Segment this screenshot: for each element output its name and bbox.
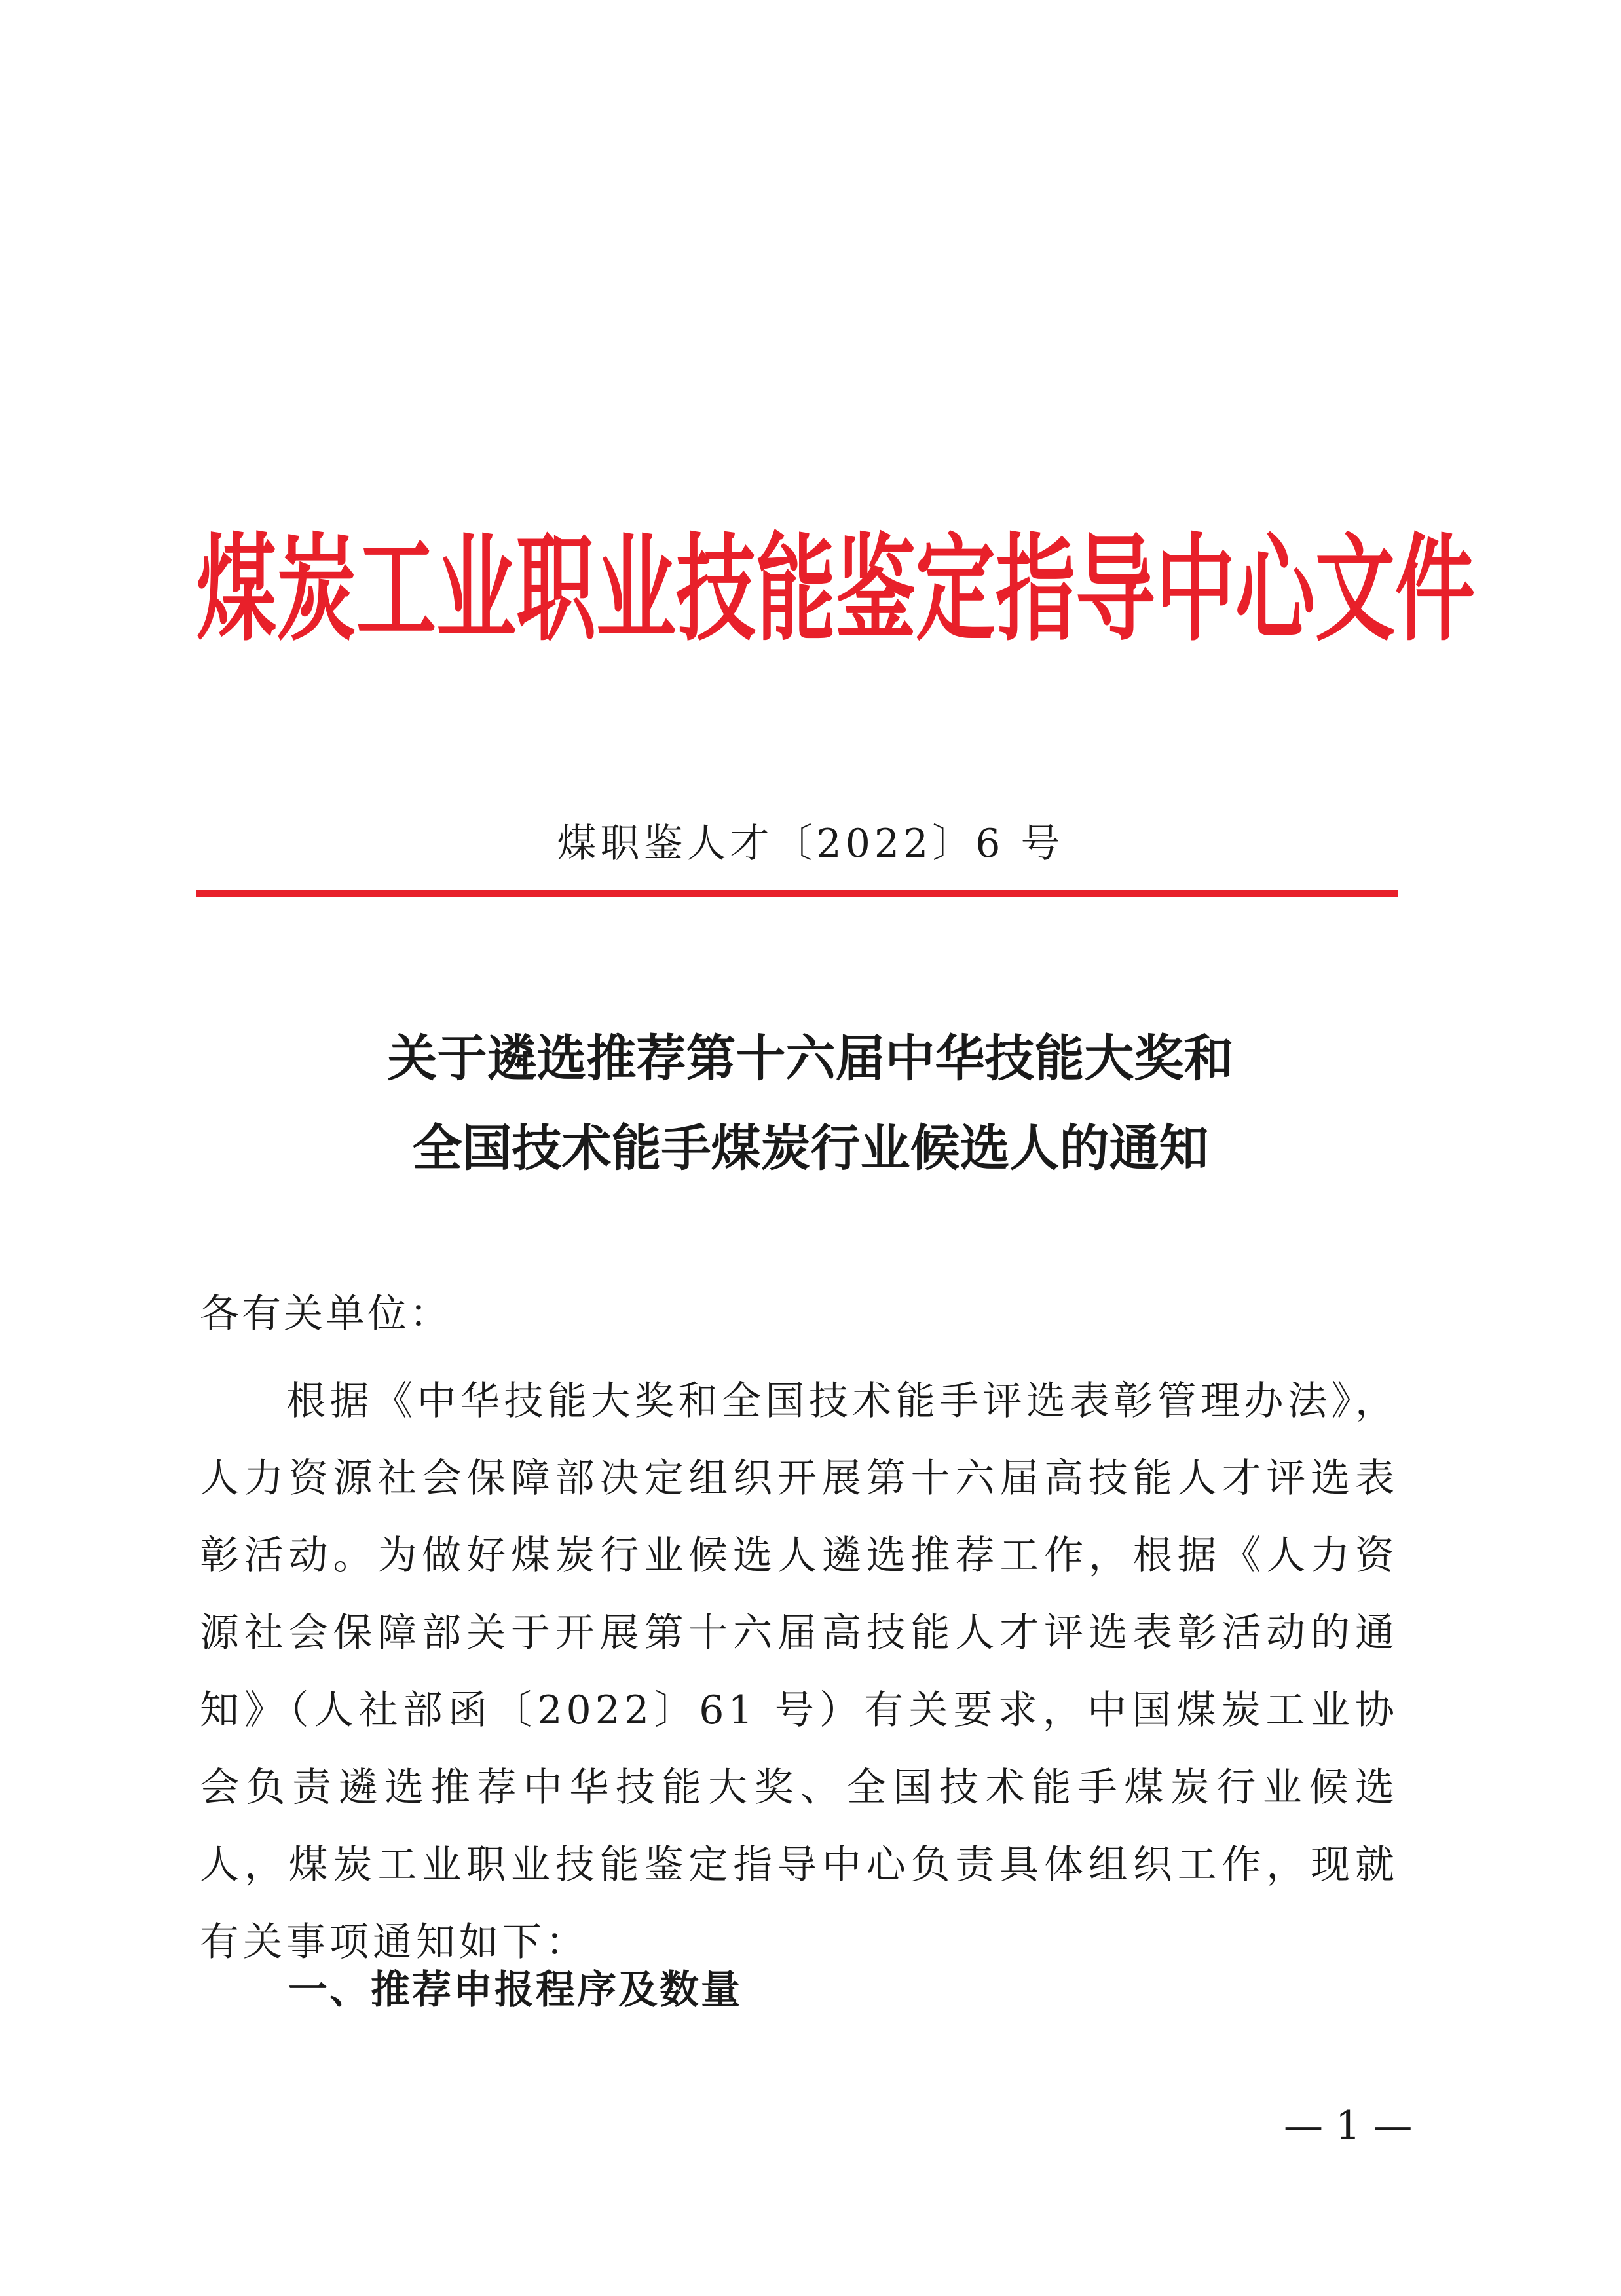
notice-title-line-2: 全国技术能手煤炭行业候选人的通知 <box>412 1119 1209 1177</box>
page-number: — 1 — <box>1284 2103 1413 2149</box>
salutation: 各有关单位： <box>200 1291 451 1337</box>
body-paragraph-1: 根据《中华技能大奖和全国技术能手评选表彰管理办法》，人力资源社会保障部决定组织开展第十六届高技能人才评选表彰活动。为做好煤炭行业候选人遴选推荐工作，根据《人力资源社会保障部关于开展第十六届高技能人才评选表彰活动的通知》（人社部函〔2022〕61 号）有关要求，中国煤炭工业协会负责遴选推荐中华技能大奖、全国技术能手煤炭行业候选人，煤炭工业职业技能鉴定指导中心负责具体组织工作，现就有关事项通知如下： <box>200 1378 1398 1965</box>
section-heading-1: 一、推荐申报程序及数量 <box>288 1967 742 2013</box>
document-number: 煤职鉴人才〔2022〕6 号 <box>557 821 1064 867</box>
red-divider-line <box>196 890 1398 897</box>
masthead-title: 煤炭工业职业技能鉴定指导中心文件 <box>196 522 1475 657</box>
notice-title-line-1: 关于遴选推荐第十六届中华技能大奖和 <box>387 1029 1234 1087</box>
